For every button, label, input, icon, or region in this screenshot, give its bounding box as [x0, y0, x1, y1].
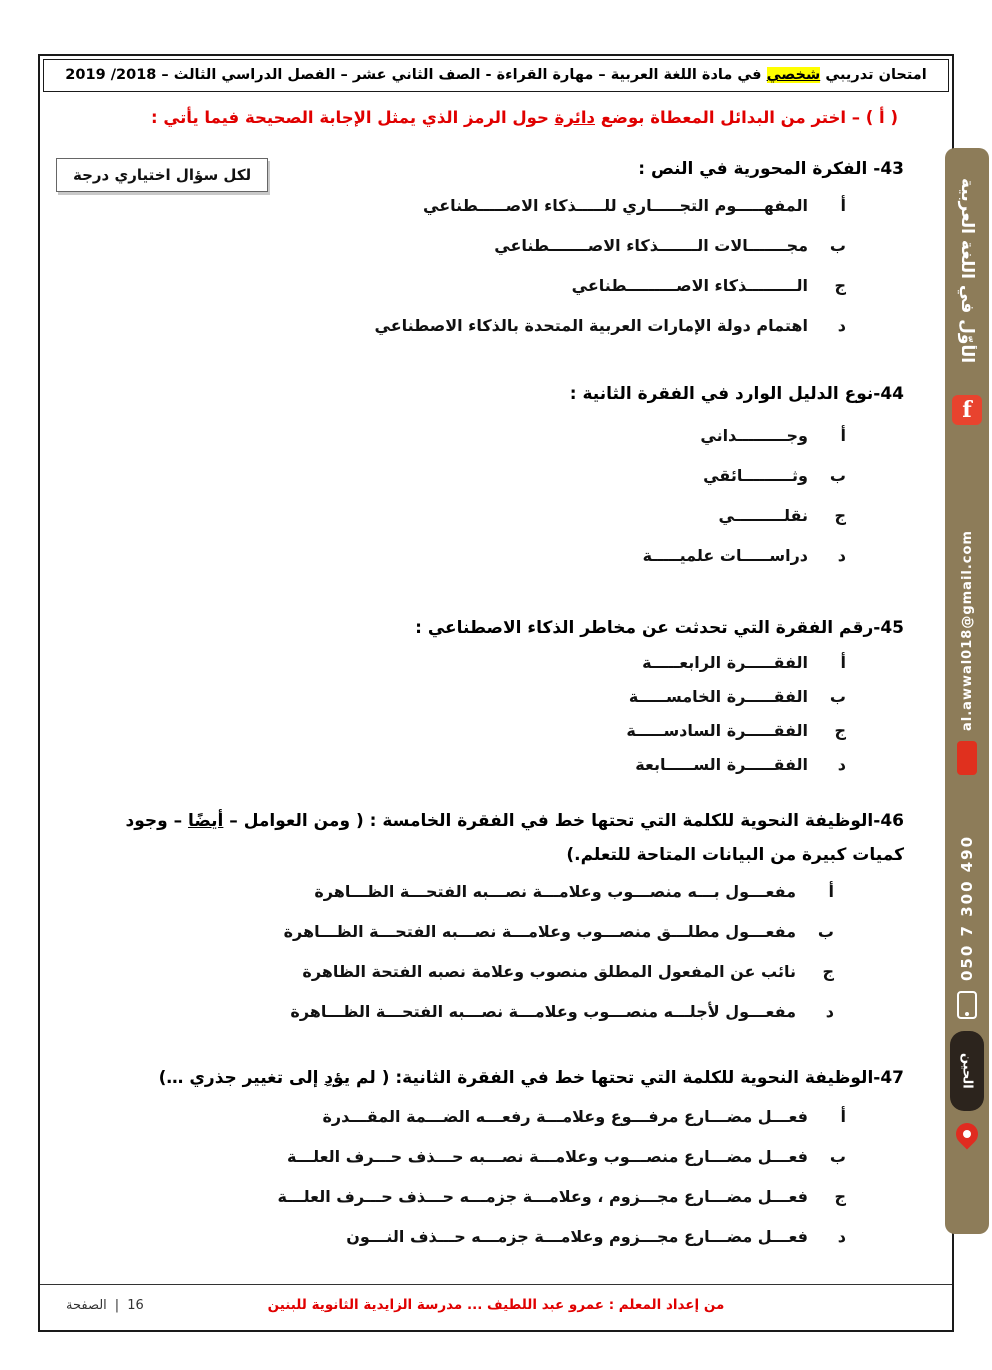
option-letter: د	[825, 1001, 834, 1021]
instruction-part1: ( أ ) – اختر من البدائل المعطاة بوضع	[595, 107, 898, 127]
teacher-credit: من إعداد المعلم : عمرو عبد اللطيف ... مدرسة الزايدية الثانوية للبنين	[267, 1297, 725, 1313]
option-text: المفهـــــوم التجـــــاري للـــــذكاء الاصـــــطناعي	[423, 196, 808, 216]
option-letter: ب	[817, 921, 834, 941]
page-separator: |	[114, 1298, 120, 1313]
option-text: وجـــــــــداني	[700, 425, 808, 445]
option-letter: ب	[829, 687, 846, 707]
option-text: مفعـــول بـــه منصـــوب وعلامـــة نصـــبه الفتحـــة الظـــاهرة	[314, 881, 796, 901]
option-letter: ج	[834, 1187, 846, 1207]
header-title-highlight: شخصي	[766, 67, 821, 83]
brand-logo-text: الحين	[959, 1053, 975, 1089]
option-text: دراســـــات علميـــــة	[642, 545, 808, 565]
header-title-part2: في مادة اللغة العربية – مهارة القراءة - الصف الثاني عشر – الفصل الدراسي الثالث – 2018/ 2019	[65, 67, 767, 83]
question-47-title	[58, 1066, 934, 1092]
option-row	[58, 1227, 846, 1267]
option-text: الفقـــــرة الخامســـــة	[628, 687, 808, 707]
option-row	[58, 426, 846, 466]
question-45	[58, 616, 934, 790]
option-row	[58, 316, 846, 356]
page-label: الصفحة	[66, 1298, 107, 1313]
option-row	[58, 1147, 846, 1187]
note-box-label: لكل سؤال اختياري درجة	[73, 165, 252, 184]
option-row	[58, 882, 834, 922]
question-47-underlined-word: يؤدِ	[324, 1067, 351, 1088]
question-44-title: 44-نوع الدليل الوارد في الفقرة الثانية :	[569, 384, 904, 405]
option-row	[58, 962, 834, 1002]
page-footer	[40, 1284, 952, 1330]
option-letter: أ	[840, 425, 846, 445]
question-44-options	[58, 426, 934, 586]
question-45-title: 45-رقم الفقرة التي تحدثت عن مخاطر الذكاء الاصطناعي :	[415, 617, 904, 638]
page-frame	[38, 54, 954, 1332]
option-letter: د	[837, 1227, 846, 1247]
facebook-letter: f	[962, 397, 972, 423]
option-row	[58, 755, 846, 789]
option-text: الفقـــــرة الرابعـــــة	[642, 653, 808, 673]
option-row	[58, 653, 846, 687]
option-text: فعـــل مضـــارع مجـــزوم وعلامـــة جزمـــه حـــذف النـــون	[346, 1227, 808, 1247]
exam-content	[40, 106, 952, 1267]
exam-header	[43, 59, 949, 92]
option-text: الـــــــــذكاء الاصـــــــــطناعي	[571, 276, 808, 296]
email-text: al.awwal018@gmail.com	[959, 530, 975, 731]
option-letter: ب	[829, 1147, 846, 1167]
option-letter: ج	[834, 276, 846, 296]
question-46-title	[58, 805, 934, 871]
option-letter: ج	[834, 721, 846, 741]
question-47	[58, 1066, 934, 1268]
option-row	[58, 1187, 846, 1227]
option-letter: د	[837, 545, 846, 565]
tablet-icon	[957, 991, 977, 1019]
instruction-part2: حول الرمز الذي يمثل الإجابة الصحيحة فيما يأتي :	[151, 107, 555, 127]
question-47-options	[58, 1107, 934, 1267]
option-letter: ب	[829, 236, 846, 256]
brand-calligraphy: الأوّل في اللغة العربية	[957, 177, 977, 364]
option-text: مجـــــــالات الـــــــذكاء الاصـــــــطناعي	[494, 236, 808, 256]
location-pin-icon	[951, 1118, 982, 1149]
brand-logo	[950, 1031, 984, 1111]
option-letter: أ	[840, 653, 846, 673]
option-text: الفقـــــرة السادســـــة	[626, 721, 808, 741]
option-letter: أ	[840, 196, 846, 216]
contact-banner	[945, 148, 989, 1234]
option-row	[58, 466, 846, 506]
option-text: الفقـــــرة الســـــابعة	[635, 755, 808, 775]
option-letter: د	[837, 316, 846, 336]
option-row	[58, 721, 846, 755]
option-letter: ب	[829, 465, 846, 485]
option-row	[58, 922, 834, 962]
option-row	[58, 236, 846, 276]
option-text: فعـــل مضـــارع مجـــزوم ، وعلامـــة جزمـــه حـــذف حـــرف العلـــة	[277, 1187, 808, 1207]
red-badge-icon	[957, 741, 977, 775]
option-text: اهتمام دولة الإمارات العربية المتحدة بالذكاء الاصطناعي	[374, 316, 808, 336]
facebook-icon	[952, 395, 982, 425]
option-letter: أ	[828, 881, 834, 901]
option-letter: ج	[834, 505, 846, 525]
option-text: فعـــل مضـــارع منصـــوب وعلامـــة نصـــبه حـــذف حـــرف العلـــة	[287, 1147, 808, 1167]
option-row	[58, 687, 846, 721]
question-46	[58, 805, 934, 1041]
option-letter: أ	[840, 1107, 846, 1127]
option-text: فعـــل مضـــارع مرفـــوع وعلامـــة رفعـــه الضـــمة المقـــدرة	[322, 1107, 808, 1127]
option-text: وثـــــــــائقي	[703, 465, 808, 485]
question-46-title-part1: 46-الوظيفة النحوية للكلمة التي تحتها خط في الفقرة الخامسة : ( ومن العوامل –	[223, 811, 904, 832]
note-box	[56, 158, 268, 192]
option-letter: د	[837, 755, 846, 775]
option-row	[58, 1002, 834, 1042]
instruction-underlined-word: دائرة	[554, 107, 595, 127]
question-46-title-part2: – وجود كميات كبيرة من البيانات المتاحة للتعلم.)	[125, 811, 904, 865]
question-45-options	[58, 653, 934, 789]
question-46-options	[58, 882, 934, 1042]
option-row	[58, 196, 846, 236]
question-44	[58, 382, 934, 586]
option-letter: ج	[822, 961, 834, 981]
question-43-options	[58, 196, 934, 356]
option-row	[58, 546, 846, 586]
option-text: نقلـــــــــي	[718, 505, 808, 525]
page-number: 16	[127, 1298, 144, 1313]
option-row	[58, 1107, 846, 1147]
question-47-title-part1: 47-الوظيفة النحوية للكلمة التي تحتها خط في الفقرة الثانية: ( لم	[350, 1067, 904, 1088]
page-number-block	[66, 1298, 144, 1313]
option-row	[58, 506, 846, 546]
phone-number: 050 7 300 490	[958, 834, 976, 981]
section-a-instruction	[58, 106, 898, 129]
question-46-underlined-word: أيضًا	[188, 811, 224, 832]
option-text: مفعـــول مطلـــق منصـــوب وعلامـــة نصـــبه الفتحـــة الظـــاهرة	[283, 921, 796, 941]
option-text: نائب عن المفعول المطلق منصوب وعلامة نصبه الفتحة الظاهرة	[302, 961, 796, 981]
header-title-part1: امتحان تدريبي	[820, 67, 927, 83]
option-text: مفعـــول لأجلـــه منصـــوب وعلامـــة نصـــبه الفتحـــة الظـــاهرة	[290, 1001, 796, 1021]
question-47-title-part2: إلى تغيير جذري …)	[158, 1067, 325, 1088]
option-row	[58, 276, 846, 316]
question-43-title: 43- الفكرة المحورية في النص :	[638, 158, 904, 179]
